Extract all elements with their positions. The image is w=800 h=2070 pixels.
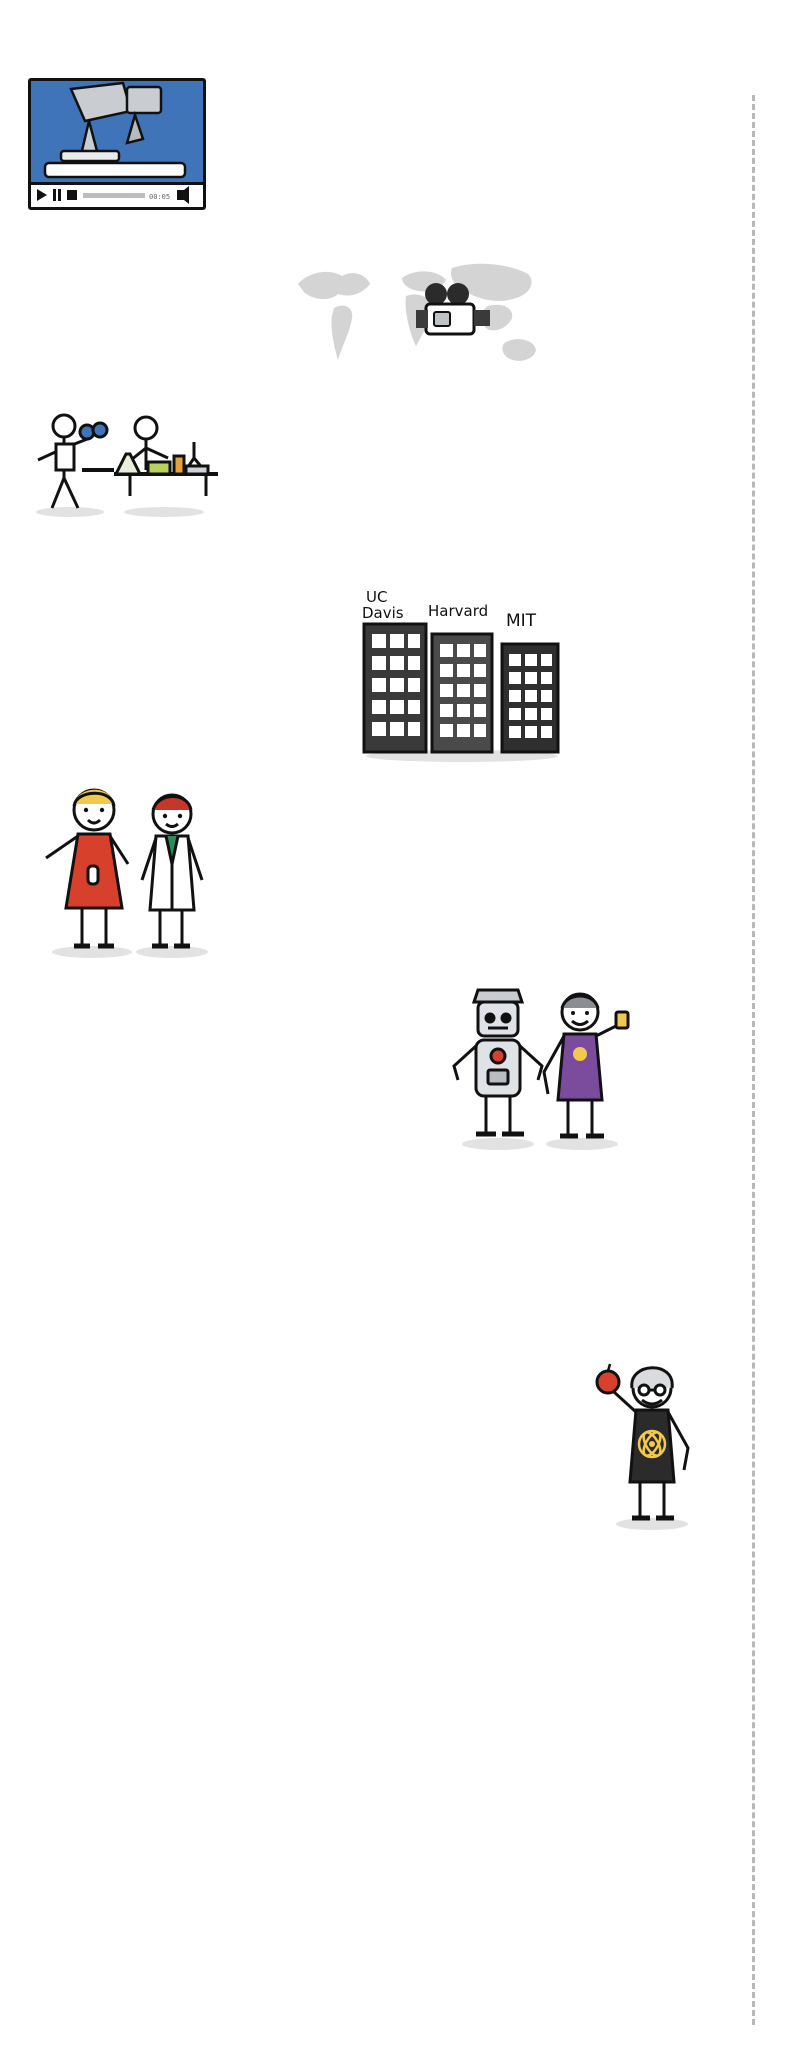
video-player-illustration bbox=[28, 78, 206, 210]
stop-icon bbox=[67, 190, 77, 200]
pause-icon bbox=[53, 189, 56, 201]
progress-track bbox=[83, 193, 145, 198]
svg-text:00:05: 00:05 bbox=[149, 193, 171, 201]
microscope-scene-icon bbox=[31, 81, 203, 185]
universities-illustration bbox=[358, 588, 578, 768]
physicist-illustration bbox=[580, 1352, 730, 1537]
video-controls-bar[interactable] bbox=[31, 182, 203, 207]
researchers-illustration bbox=[30, 780, 220, 965]
svg-text:Harvard: Harvard bbox=[428, 602, 489, 620]
lab-scene-illustration bbox=[18, 408, 238, 523]
svg-text:Davis: Davis bbox=[362, 604, 404, 622]
page-title bbox=[0, 0, 800, 28]
volume-icon bbox=[177, 186, 189, 204]
svg-text:UC: UC bbox=[366, 588, 388, 606]
play-icon bbox=[37, 189, 47, 201]
world-map-illustration bbox=[290, 250, 550, 385]
timeline-spine bbox=[752, 95, 755, 2025]
svg-text:MIT: MIT bbox=[506, 611, 537, 631]
video-controls-icons[interactable] bbox=[31, 185, 203, 207]
robot-and-person-illustration bbox=[440, 982, 640, 1157]
video-screen bbox=[31, 81, 203, 185]
